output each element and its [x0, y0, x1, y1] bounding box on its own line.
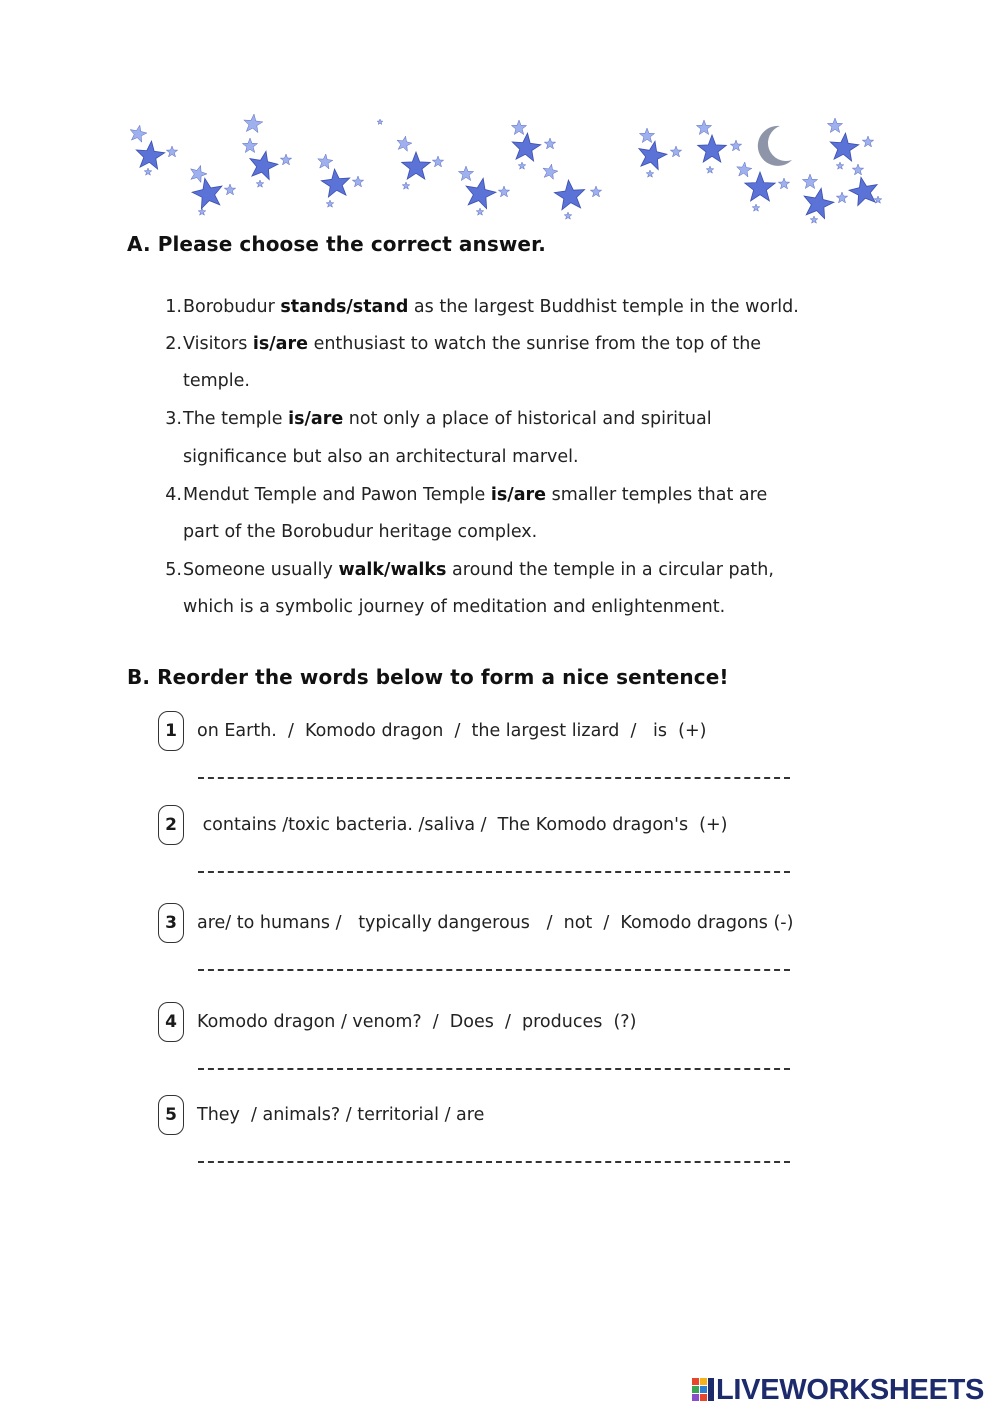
question-2-continued: temple.: [183, 371, 250, 391]
question-2: [183, 333, 761, 355]
question-text: enthusiast to watch the sunrise from the top of the: [308, 334, 762, 354]
star-icon: [836, 162, 844, 169]
question-text: Mendut Temple and Pawon Temple: [183, 485, 491, 505]
star-icon: [696, 120, 711, 135]
question-number: 3.: [165, 409, 182, 429]
star-icon: [198, 208, 206, 215]
scrambled-words: They / animals? / territorial / are: [197, 1105, 485, 1125]
section-a-heading: A. Please choose the correct answer.: [127, 232, 546, 256]
star-icon: [402, 182, 410, 189]
star-icon: [130, 125, 147, 142]
star-icon: [862, 136, 873, 147]
star-icon: [318, 154, 333, 169]
question-5-continued: which is a symbolic journey of meditation and enlightenment.: [183, 597, 726, 617]
star-icon: [737, 162, 752, 177]
star-icon: [830, 133, 858, 161]
answer-choice[interactable]: walk/walks: [338, 560, 447, 580]
star-icon: [852, 164, 863, 175]
star-icon: [804, 188, 834, 218]
star-icon: [564, 212, 572, 219]
stars-moon-banner: [120, 112, 890, 232]
star-icon: [802, 174, 817, 189]
star-icon: [836, 192, 847, 203]
question-number: 2.: [165, 334, 182, 354]
answer-line[interactable]: [198, 1068, 790, 1072]
star-icon: [544, 138, 555, 149]
star-icon: [590, 186, 601, 197]
logo-text: LIVEWORKSHEETS: [716, 1373, 985, 1406]
star-icon: [543, 164, 558, 179]
star-icon: [476, 208, 484, 215]
star-icon: [730, 140, 741, 151]
star-icon: [136, 141, 164, 169]
star-icon: [224, 184, 235, 195]
answer-choice[interactable]: is/are: [252, 334, 308, 354]
scrambled-words: Komodo dragon / venom? / Does / produces (?): [197, 1012, 637, 1032]
star-icon: [432, 156, 443, 167]
star-icon: [244, 114, 263, 133]
question-1: [183, 296, 799, 318]
question-number: 4.: [165, 485, 182, 505]
question-text: as the largest Buddhist temple in the world.: [408, 297, 799, 317]
question-text: Visitors: [183, 334, 253, 354]
question-text: The temple: [183, 409, 289, 429]
question-5: [183, 559, 774, 581]
star-icon: [144, 168, 152, 175]
question-3: [183, 408, 712, 430]
star-icon: [242, 138, 257, 153]
question-text: smaller temples that are: [546, 485, 768, 505]
star-icon: [250, 151, 278, 179]
answer-line[interactable]: [198, 1161, 790, 1165]
star-icon: [256, 180, 264, 187]
answer-line[interactable]: [198, 969, 790, 973]
answer-choice[interactable]: stands/stand: [280, 297, 409, 317]
star-icon: [752, 204, 760, 211]
scrambled-words: are/ to humans / typically dangerous / not / Komodo dragons (-): [197, 913, 794, 933]
star-icon: [402, 152, 431, 179]
star-icon: [518, 162, 526, 169]
star-icon: [827, 118, 842, 133]
star-icon: [849, 177, 877, 205]
question-text: not only a place of historical and spiritual: [343, 409, 712, 429]
star-icon: [397, 136, 412, 151]
reorder-number-badge: 5: [158, 1095, 184, 1135]
scrambled-words: contains /toxic bacteria. /saliva / The Komodo dragon's (+): [197, 815, 728, 835]
star-icon: [698, 135, 727, 162]
answer-choice[interactable]: is/are: [490, 485, 547, 505]
answer-line[interactable]: [198, 777, 790, 781]
star-icon: [192, 178, 222, 208]
star-icon: [670, 146, 681, 157]
answer-choice[interactable]: is/are: [288, 409, 344, 429]
star-icon: [458, 166, 473, 181]
reorder-number-badge: 3: [158, 903, 184, 943]
question-4: [183, 484, 767, 506]
star-icon: [706, 166, 714, 173]
star-icon: [745, 172, 775, 201]
question-text: Borobudur: [183, 297, 281, 317]
star-icon: [778, 178, 789, 189]
star-icon: [639, 128, 654, 143]
star-icon: [166, 146, 177, 157]
star-icon: [352, 176, 363, 187]
question-number: 1.: [165, 297, 182, 317]
answer-line[interactable]: [198, 871, 790, 875]
reorder-number-badge: 4: [158, 1002, 184, 1042]
star-icon: [810, 216, 818, 223]
star-icon: [377, 119, 383, 124]
star-icon: [639, 141, 667, 169]
moon-icon: [758, 126, 792, 166]
reorder-number-badge: 2: [158, 805, 184, 845]
question-number: 5.: [165, 560, 182, 580]
liveworksheets-logo-icon: [692, 1377, 716, 1403]
star-icon: [646, 170, 654, 177]
question-4-continued: part of the Borobudur heritage complex.: [183, 522, 538, 542]
liveworksheets-logo[interactable]: [692, 1374, 984, 1406]
star-icon: [321, 169, 349, 197]
star-icon: [511, 120, 526, 135]
star-icon: [498, 186, 509, 197]
reorder-number-badge: 1: [158, 711, 184, 751]
star-icon: [326, 200, 334, 207]
star-icon: [554, 180, 584, 210]
star-icon: [280, 154, 291, 165]
star-icon: [512, 133, 540, 161]
question-text: around the temple in a circular path,: [446, 560, 774, 580]
star-icon: [466, 178, 496, 208]
question-text: Someone usually: [183, 560, 339, 580]
question-3-continued: significance but also an architectural marvel.: [183, 447, 579, 467]
scrambled-words: on Earth. / Komodo dragon / the largest lizard / is (+): [197, 721, 707, 741]
section-b-heading: B. Reorder the words below to form a nice sentence!: [127, 665, 729, 689]
